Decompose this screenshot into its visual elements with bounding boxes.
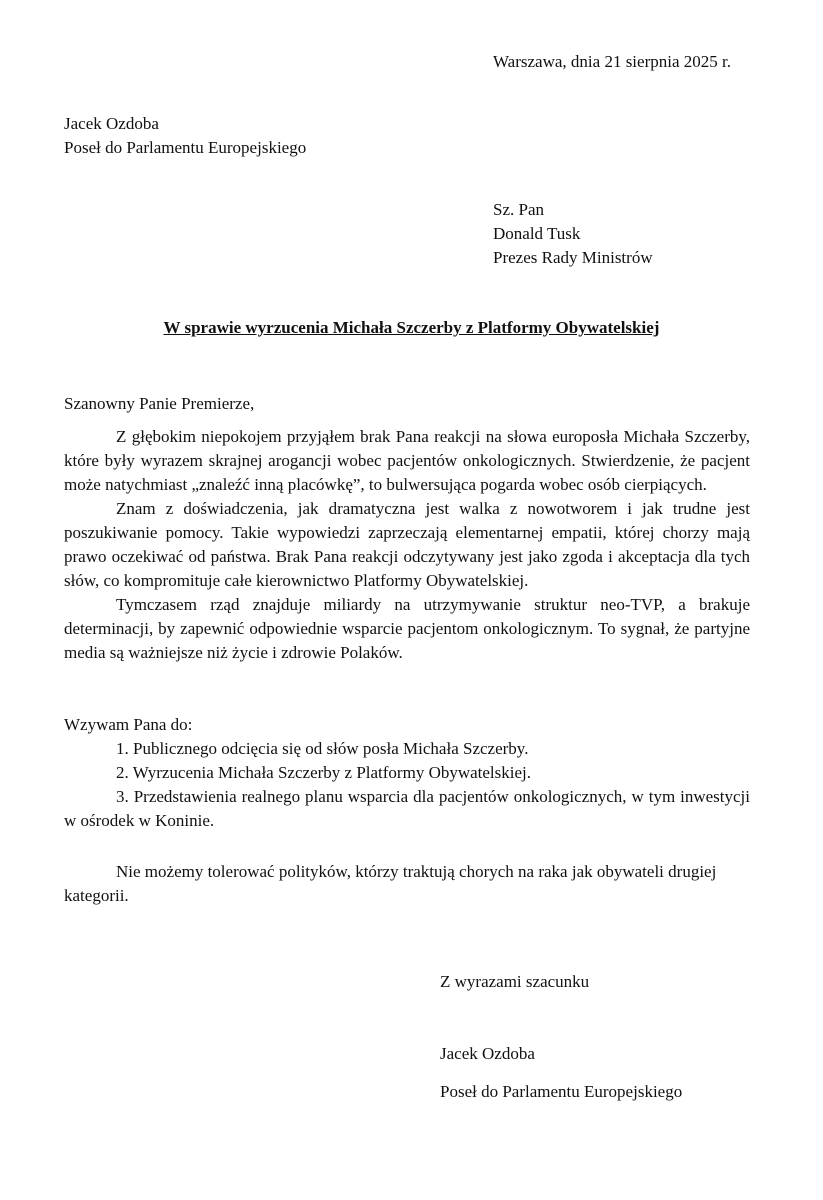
place-and-date: Warszawa, dnia 21 sierpnia 2025 r.	[493, 52, 731, 71]
body-paragraph: Znam z doświadczenia, jak dramatyczna jest walka z nowotworem i jak trudne jest poszukiwanie pomocy. Takie wypowiedzi zaprzeczają elementarnej empatii, której chorzy mają prawo oczekiwać od państwa. Brak Pana reakcji odczytywany jest jako zgoda i akceptacja dla tych słów, co kompromituje całe kierownictwo Platformy Obywatelskiej.	[64, 499, 750, 590]
closing-paragraph: Nie możemy tolerować polityków, którzy traktują chorych na raka jak obywateli drugiej kategorii.	[64, 862, 717, 905]
letter-body	[64, 425, 750, 665]
signature-block	[440, 1042, 682, 1118]
demand-item: 2. Wyrzucenia Michała Szczerby z Platformy Obywatelskiej.	[116, 763, 532, 782]
demand-item: 1. Publicznego odcięcia się od słów posła Michała Szczerby.	[116, 739, 529, 758]
recipient-name: Donald Tusk	[493, 224, 581, 243]
recipient-title: Prezes Rady Ministrów	[493, 248, 653, 267]
salutation: Szanowny Panie Premierze,	[64, 394, 255, 413]
body-paragraph: Z głębokim niepokojem przyjąłem brak Pana reakcji na słowa europosła Michała Szczerby, które były wyrazem skrajnej arogancji wobec pacjentów onkologicznych. Stwierdzenie, że pacjent może natychmiast „znaleźć inną placówkę”, to bulwersująca pogarda wobec osób cierpiących.	[64, 427, 750, 494]
demand-item: 3. Przedstawienia realnego planu wsparcia dla pacjentów onkologicznych, w tym inwestycji w ośrodek w Koninie.	[64, 787, 750, 830]
recipient-block	[493, 198, 653, 270]
regards: Z wyrazami szacunku	[440, 972, 590, 991]
sender-title: Poseł do Parlamentu Europejskiego	[64, 138, 307, 157]
recipient-honorific: Sz. Pan	[493, 200, 544, 219]
demands-heading: Wzywam Pana do:	[64, 715, 193, 734]
signature-title: Poseł do Parlamentu Europejskiego	[440, 1082, 683, 1101]
demands-section	[64, 713, 750, 833]
sender-name: Jacek Ozdoba	[64, 114, 159, 133]
signature-name: Jacek Ozdoba	[440, 1044, 535, 1063]
sender-block	[64, 112, 306, 160]
body-paragraph: Tymczasem rząd znajduje miliardy na utrzymywanie struktur neo-TVP, a brakuje determinacji, by zapewnić odpowiednie wsparcie pacjentom onkologicznym. To sygnał, że partyjne media są ważniejsze niż życie i zdrowie Polaków.	[64, 595, 750, 662]
closing-paragraph-block	[64, 860, 750, 908]
letter-subject: W sprawie wyrzucenia Michała Szczerby z Platformy Obywatelskiej	[163, 318, 660, 337]
